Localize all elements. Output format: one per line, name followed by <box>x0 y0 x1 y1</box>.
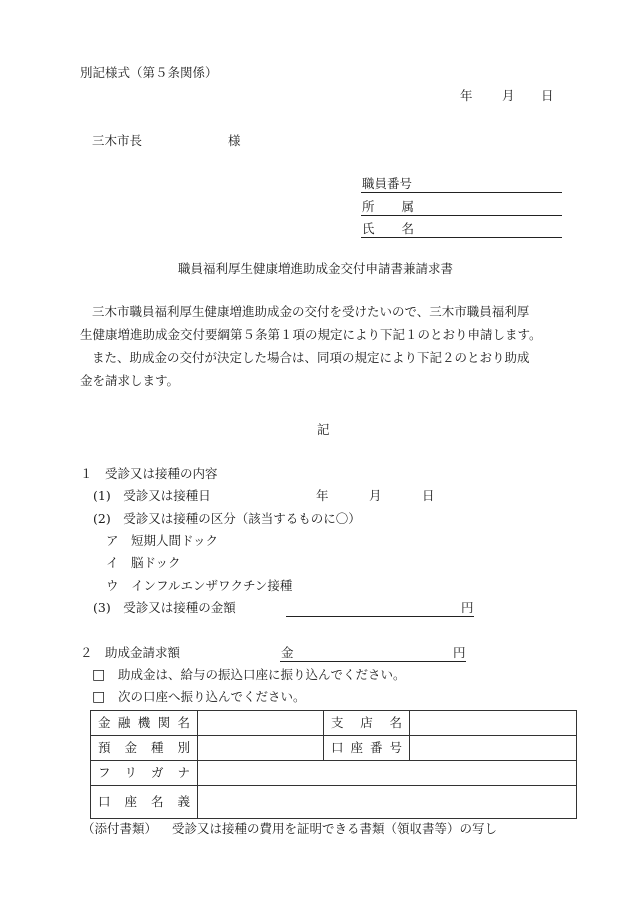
furigana-field[interactable] <box>198 761 577 786</box>
form-style-note: 別記様式（第５条関係） <box>80 65 218 80</box>
furigana-label: フ リ ガ ナ <box>91 761 198 786</box>
cost-amount-field[interactable] <box>286 602 474 617</box>
body-line-2: 生健康増進助成金交付要綱第５条第１項の規定により下記１のとおり申請します。 <box>80 327 542 342</box>
checkbox-other-account[interactable] <box>92 690 105 704</box>
date-month-label: 月 <box>502 88 515 103</box>
name-label: 氏 名 <box>362 221 414 236</box>
date-day-label: 日 <box>541 88 554 103</box>
section1-item2-label: (2) 受診又は接種の区分（該当するものに〇） <box>93 511 361 526</box>
account-holder-field[interactable] <box>198 786 577 819</box>
body-line-4: 金を請求します。 <box>80 373 180 388</box>
section1-item1-year: 年 <box>316 488 329 503</box>
table-row <box>91 786 577 819</box>
branch-field[interactable] <box>410 711 577 736</box>
ki-heading: 記 <box>317 422 330 437</box>
document-title: 職員福利厚生健康増進助成金交付申請書兼請求書 <box>178 261 454 276</box>
checkbox-other-account-label: 次の口座へ振り込んでください。 <box>118 689 306 704</box>
account-number-label: 口 座 番 号 <box>324 736 410 761</box>
request-amount-kin: 金 <box>281 645 294 660</box>
addressee-honorific: 様 <box>228 133 241 148</box>
addressee-mayor: 三木市長 <box>92 133 143 148</box>
bank-account-table <box>90 710 577 819</box>
section1-heading: １ 受診又は接種の内容 <box>80 466 218 481</box>
cost-amount-unit: 円 <box>461 600 474 615</box>
name-field[interactable] <box>361 223 562 238</box>
account-number-field[interactable] <box>410 736 577 761</box>
branch-label: 支 店 名 <box>324 711 410 736</box>
deposit-type-field[interactable] <box>198 736 324 761</box>
section1-item1-day: 日 <box>422 488 435 503</box>
option-brain-dock[interactable]: イ 脳ドック <box>106 555 181 570</box>
staff-number-label: 職員番号 <box>362 176 413 191</box>
section1-item1-label: (1) 受診又は接種日 <box>93 488 211 503</box>
attachment-text: 受診又は接種の費用を証明できる書類（領収書等）の写し <box>172 821 498 836</box>
checkbox-icon[interactable]: □ <box>92 689 106 705</box>
checkbox-salary-account[interactable] <box>92 668 105 682</box>
request-amount-field[interactable] <box>280 647 466 662</box>
checkbox-icon[interactable]: □ <box>92 667 106 683</box>
option-short-dock[interactable]: ア 短期人間ドック <box>106 533 219 548</box>
affiliation-field[interactable] <box>361 201 562 216</box>
table-row <box>91 761 577 786</box>
option-flu-vaccine[interactable]: ウ インフルエンザワクチン接種 <box>106 578 293 593</box>
table-row <box>91 736 577 761</box>
request-amount-unit: 円 <box>453 645 466 660</box>
table-row <box>91 711 577 736</box>
section2-heading: ２ 助成金請求額 <box>80 645 181 660</box>
staff-number-field[interactable] <box>361 178 562 193</box>
account-holder-label: 口 座 名 義 <box>91 786 198 819</box>
section1-item3-label: (3) 受診又は接種の金額 <box>93 600 236 615</box>
financial-institution-label: 金 融 機 関 名 <box>91 711 198 736</box>
body-line-3: また、助成金の交付が決定した場合は、同項の規定により下記２のとおり助成 <box>92 350 530 365</box>
deposit-type-label: 預 金 種 別 <box>91 736 198 761</box>
affiliation-label: 所 属 <box>362 199 414 214</box>
body-line-1: 三木市職員福利厚生健康増進助成金の交付を受けたいので、三木市職員福利厚 <box>92 304 530 319</box>
checkbox-salary-account-label: 助成金は、給与の振込口座に振り込んでください。 <box>118 667 406 682</box>
section1-item1-month: 月 <box>369 488 382 503</box>
financial-institution-field[interactable] <box>198 711 324 736</box>
date-year-label: 年 <box>460 88 473 103</box>
attachment-label: （添付書類） <box>82 821 158 836</box>
